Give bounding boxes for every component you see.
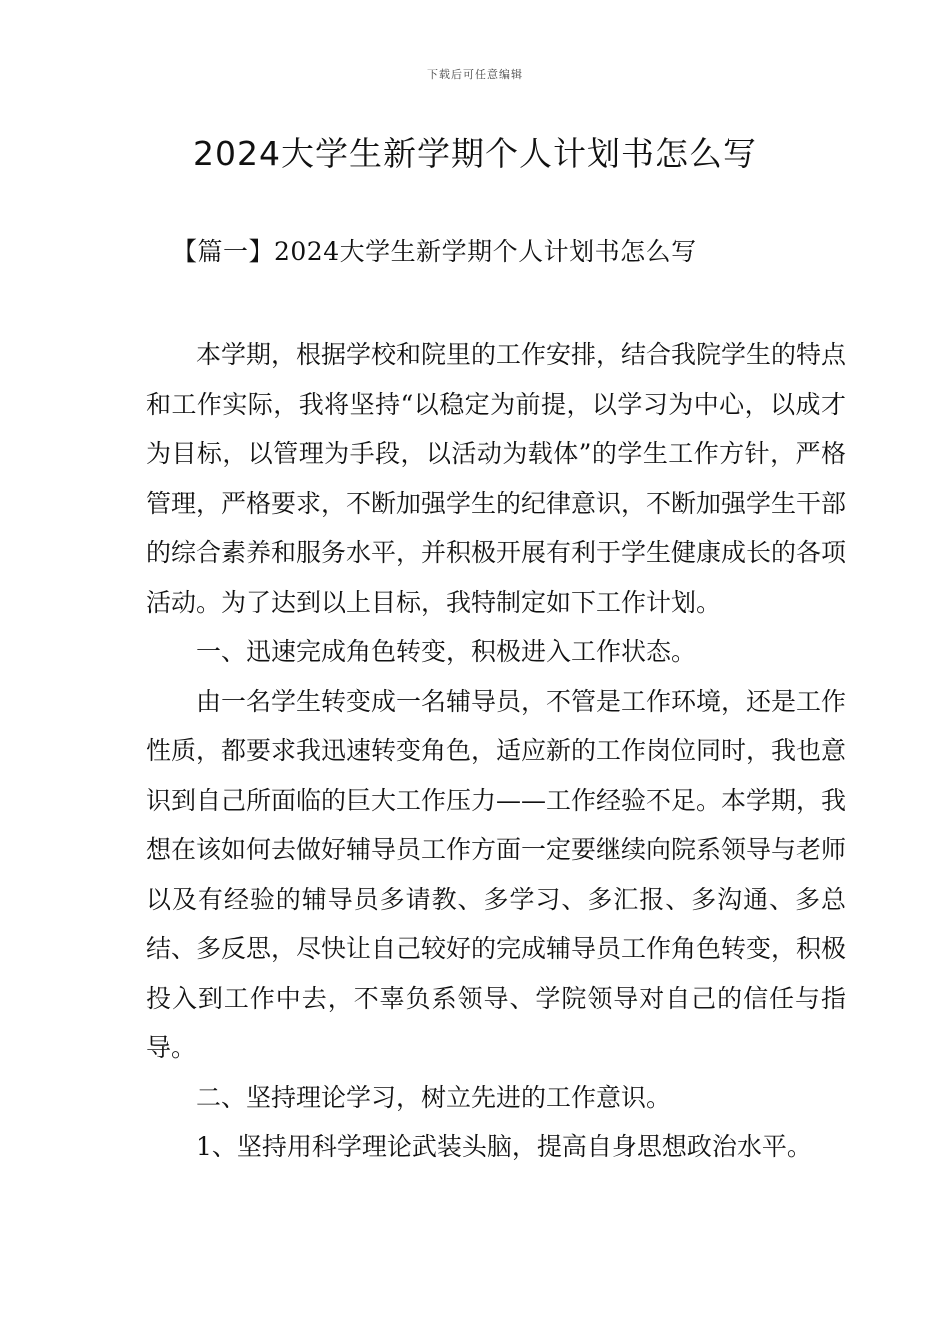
header-note: 下载后可任意编辑: [427, 68, 523, 81]
paragraph-heading-2: 二、坚持理论学习，树立先进的工作意识。: [196, 1082, 672, 1112]
paragraph-item-1: 1、坚持用科学理论武装头脑，提高自身思想政治水平。: [196, 1132, 812, 1161]
paragraph-intro: 本学期，根据学校和院里的工作安排，结合我院学生的特点和工作实际，我将坚持“以稳定为前提，以学习为中心，以成才为目标，以管理为手段，以活动为载体”的学生工作方针，严格管理，严格要求，不断加强学生的纪律意识，不断加强学生干部的综合素养和服务水平，并积极开展有利于学生健康成长的各项活动。为了达到以上目标，我特制定如下工作计划。: [146, 340, 847, 617]
section-heading: 【篇一】2024大学生新学期个人计划书怎么写: [172, 237, 697, 266]
paragraph-heading-1: 一、迅速完成角色转变，积极进入工作状态。: [196, 637, 697, 666]
body-text: [146, 330, 846, 1172]
paragraph-role-change: 由一名学生转变成一名辅导员，不管是工作环境，还是工作性质，都要求我迅速转变角色，适应新的工作岗位同时，我也意识到自己所面临的巨大工作压力——工作经验不足。本学期，我想在该如何去做好辅导员工作方面一定要继续向院系领导与老师以及有经验的辅导员多请教、多学习、多汇报、多沟通、多总结、多反思，尽快让自己较好的完成辅导员工作角色转变，积极投入到工作中去，不辜负系领导、学院领导对自己的信任与指导。: [146, 686, 847, 1062]
document-title: 2024大学生新学期个人计划书怎么写: [193, 134, 757, 173]
